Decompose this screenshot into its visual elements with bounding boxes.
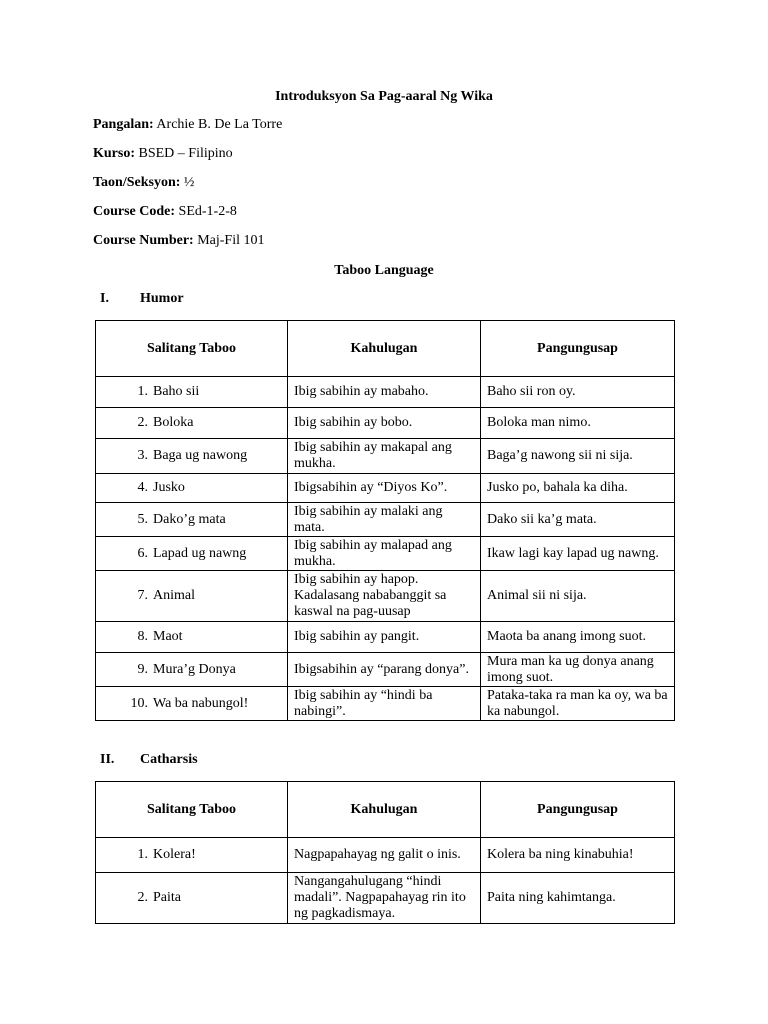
row-number: 2. [137,890,148,905]
table-row [96,873,675,924]
info-year-section [93,174,194,192]
document-subtitle: Taboo Language [334,263,434,278]
table-row [96,474,675,503]
info-value: Maj-Fil 101 [197,233,265,248]
taboo-word-cell [96,653,288,687]
row-number: 9. [137,661,148,677]
sentence-cell: Maota ba anang imong suot. [481,622,675,653]
taboo-word: Lapad ug nawng [153,545,247,561]
taboo-word: Jusko [153,480,185,495]
info-value: Archie B. De La Torre [156,117,283,132]
taboo-word-cell [96,838,288,873]
taboo-word-cell [96,571,288,622]
taboo-word: Baho sii [153,384,200,399]
column-header: Kahulugan [288,321,481,377]
meaning-cell: Ibig sabihin ay makapal ang mukha. [288,439,481,474]
sentence-cell: Kolera ba ning kinabuhia! [481,838,675,873]
taboo-word-cell [96,474,288,503]
taboo-word: Maot [153,629,183,644]
taboo-word-cell [96,537,288,571]
taboo-word-cell [96,873,288,924]
section-name: Catharsis [140,752,198,767]
row-number: 3. [137,448,148,463]
taboo-word: Paita [153,890,181,905]
row-number: 2. [137,415,148,430]
taboo-word: Kolera! [153,847,196,862]
sentence-cell: Mura man ka ug donya anang imong suot. [481,653,675,687]
info-value: SEd-1-2-8 [178,204,237,219]
taboo-word: Wa ba nabungol! [153,695,249,711]
info-value: BSED – Filipino [138,146,233,161]
meaning-cell: Ibig sabihin ay hapop. Kadalasang nababanggit sa kaswal na pag-uusap [288,571,481,622]
table-row [96,408,675,439]
sentence-cell: Baga’g nawong sii ni sija. [481,439,675,474]
section-heading-catharsis [100,751,198,769]
table-row [96,571,675,622]
taboo-word: Mura’g Donya [153,661,236,677]
section-heading-humor [100,290,184,308]
taboo-word: Dako’g mata [153,511,226,527]
sentence-cell: Animal sii ni sija. [481,571,675,622]
info-course [93,145,233,163]
column-header: Salitang Taboo [96,782,288,838]
section-numeral: II. [100,752,115,767]
row-number: 10. [130,695,148,711]
meaning-cell: Nagpapahayag ng galit o inis. [288,838,481,873]
table-header-row [96,321,675,377]
sentence-cell: Baho sii ron oy. [481,377,675,408]
taboo-word-cell [96,377,288,408]
meaning-cell: Nangangahulugang “hindi madali”. Nagpapahayag rin ito ng pagkadismaya. [288,873,481,924]
table-row [96,439,675,474]
catharsis-table [95,781,675,924]
sentence-cell: Dako sii ka’g mata. [481,503,675,537]
column-header: Pangungusap [481,782,675,838]
column-header: Pangungusap [481,321,675,377]
document-title: Introduksyon Sa Pag-aaral Ng Wika [275,89,493,104]
info-course-number [93,232,265,250]
meaning-cell: Ibig sabihin ay pangit. [288,622,481,653]
table-row [96,838,675,873]
meaning-cell: Ibig sabihin ay mabaho. [288,377,481,408]
meaning-cell: Ibigsabihin ay “Diyos Ko”. [288,474,481,503]
humor-table [95,320,675,721]
row-number: 5. [137,511,148,527]
info-name [93,116,282,134]
taboo-word-cell [96,622,288,653]
taboo-word: Boloka [153,415,194,430]
meaning-cell: Ibig sabihin ay bobo. [288,408,481,439]
section-name: Humor [140,291,184,306]
info-label: Course Code: [93,204,176,219]
info-label: Pangalan: [93,117,154,132]
column-header: Salitang Taboo [96,321,288,377]
info-value: ½ [183,175,195,190]
section-numeral: I. [100,291,109,306]
taboo-word-cell [96,439,288,474]
taboo-word: Baga ug nawong [153,448,248,463]
table-row [96,537,675,571]
row-number: 4. [137,480,148,495]
meaning-cell: Ibig sabihin ay “hindi ba nabingi”. [288,687,481,721]
taboo-word-cell [96,503,288,537]
table-row [96,503,675,537]
info-course-code [93,203,237,221]
row-number: 7. [137,588,148,603]
table-row [96,377,675,408]
table-row [96,622,675,653]
info-label: Taon/Seksyon: [93,175,181,190]
table-header-row [96,782,675,838]
sentence-cell: Ikaw lagi kay lapad ug nawng. [481,537,675,571]
info-label: Course Number: [93,233,194,248]
meaning-cell: Ibigsabihin ay “parang donya”. [288,653,481,687]
meaning-cell: Ibig sabihin ay malapad ang mukha. [288,537,481,571]
sentence-cell: Boloka man nimo. [481,408,675,439]
row-number: 1. [137,384,148,399]
meaning-cell: Ibig sabihin ay malaki ang mata. [288,503,481,537]
row-number: 8. [137,629,148,644]
taboo-word: Animal [153,588,195,603]
info-label: Kurso: [93,146,135,161]
column-header: Kahulugan [288,782,481,838]
taboo-word-cell [96,687,288,721]
row-number: 6. [137,545,148,561]
taboo-word-cell [96,408,288,439]
sentence-cell: Paita ning kahimtanga. [481,873,675,924]
table-row [96,687,675,721]
sentence-cell: Jusko po, bahala ka diha. [481,474,675,503]
sentence-cell: Pataka-taka ra man ka oy, wa ba ka nabungol. [481,687,675,721]
table-row [96,653,675,687]
row-number: 1. [137,847,148,862]
